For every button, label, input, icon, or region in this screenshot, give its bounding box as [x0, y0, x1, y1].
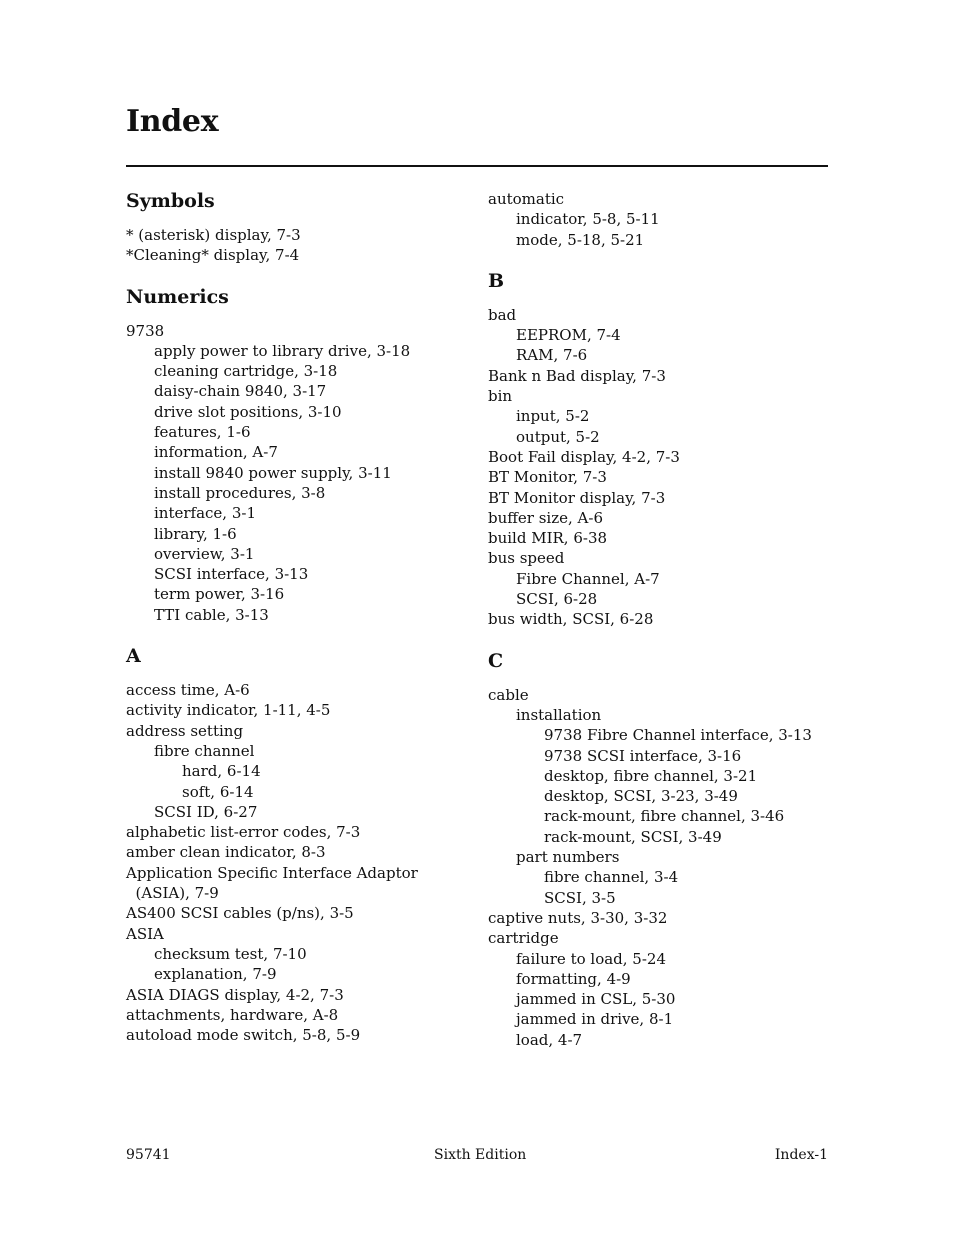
index-entry: buffer size, A-6 [488, 508, 603, 527]
index-section [126, 643, 456, 1045]
index-entry: address setting [126, 721, 244, 740]
index-subentry: indicator, 5-8, 5-11 [516, 210, 660, 229]
section-heading: Numerics [126, 285, 229, 308]
section-heading: Symbols [126, 190, 215, 212]
index-subentry: desktop, fibre channel, 3-21 [544, 766, 758, 785]
index-subentry: mode, 5-18, 5-21 [516, 230, 645, 249]
index-entry: * (asterisk) display, 7-3 [126, 226, 301, 244]
index-entry: ASIA [126, 924, 164, 943]
index-column-left [126, 188, 456, 1045]
index-subentry: desktop, SCSI, 3-23, 3-49 [544, 787, 738, 806]
index-entry: alphabetic list-error codes, 7-3 [126, 823, 361, 842]
index-entry: *Cleaning* display, 7-4 [126, 246, 300, 265]
index-subentry: fibre channel [154, 741, 255, 760]
index-subentry: jammed in drive, 8-1 [516, 1010, 674, 1029]
index-subentry: jammed in CSL, 5-30 [516, 990, 676, 1009]
index-subentry: 9738 SCSI interface, 3-16 [544, 746, 742, 765]
index-entry: cartridge [488, 929, 559, 948]
index-entry: build MIR, 6-38 [488, 529, 608, 548]
index-subentry: installation [516, 705, 602, 724]
index-entry: ASIA DIAGS display, 4-2, 7-3 [126, 985, 344, 1004]
index-subentry: checksum test, 7-10 [154, 944, 307, 963]
index-entry: BT Monitor, 7-3 [488, 468, 607, 487]
section-heading: A [126, 645, 141, 668]
index-subentry: install 9840 power supply, 3-11 [154, 463, 392, 482]
index-entry: cable [488, 685, 529, 704]
index-entry: autoload mode switch, 5-8, 5-9 [126, 1026, 361, 1045]
index-subentry: fibre channel, 3-4 [544, 868, 679, 887]
index-entry: captive nuts, 3-30, 3-32 [488, 908, 668, 927]
index-subentry: daisy-chain 9840, 3-17 [154, 382, 327, 401]
index-subentry: failure to load, 5-24 [516, 949, 666, 968]
index-entry: automatic [488, 190, 565, 208]
index-subentry: part numbers [516, 848, 620, 867]
page-title: Index [126, 104, 219, 139]
index-subentry: overview, 3-1 [154, 544, 255, 563]
index-subentry: input, 5-2 [516, 407, 590, 426]
index-subentry: apply power to library drive, 3-18 [154, 341, 411, 360]
index-subentry: library, 1-6 [154, 524, 237, 543]
index-subentry: explanation, 7-9 [154, 965, 277, 984]
index-subentry: formatting, 4-9 [516, 969, 631, 988]
index-section [126, 188, 456, 266]
index-subentry: information, A-7 [154, 443, 278, 462]
title-rule [126, 165, 828, 167]
footer-edition: Sixth Edition [434, 1147, 527, 1163]
index-subentry: term power, 3-16 [154, 585, 285, 604]
index-entry: bin [488, 387, 513, 406]
index-entry: bus speed [488, 549, 565, 568]
index-entry: amber clean indicator, 8-3 [126, 843, 326, 862]
index-subentry: install procedures, 3-8 [154, 483, 326, 502]
index-section [488, 268, 818, 630]
index-entry: bus width, SCSI, 6-28 [488, 610, 654, 629]
index-subentry: RAM, 7-6 [516, 346, 588, 365]
index-entry: Application Specific Interface Adaptor [126, 863, 418, 882]
section-heading: C [488, 649, 504, 672]
index-section [488, 189, 818, 250]
index-subentry: cleaning cartridge, 3-18 [154, 362, 338, 381]
index-entry: attachments, hardware, A-8 [126, 1005, 339, 1024]
index-subentry: TTI cable, 3-13 [154, 605, 269, 624]
index-subentry: Fibre Channel, A-7 [516, 569, 660, 588]
index-subentry: 9738 Fibre Channel interface, 3-13 [544, 726, 812, 745]
index-subentry: SCSI ID, 6-27 [154, 802, 258, 821]
section-heading: B [488, 269, 505, 292]
index-entry: access time, A-6 [126, 681, 250, 700]
index-entry: bad [488, 305, 517, 324]
index-subentry: hard, 6-14 [182, 762, 261, 781]
footer-document-number: 95741 [126, 1147, 171, 1163]
index-subentry: features, 1-6 [154, 423, 251, 442]
index-subentry: soft, 6-14 [182, 782, 254, 801]
index-subentry: drive slot positions, 3-10 [154, 402, 342, 421]
index-entry: Boot Fail display, 4-2, 7-3 [488, 447, 680, 466]
index-subentry: interface, 3-1 [154, 504, 256, 523]
index-entry: BT Monitor display, 7-3 [488, 488, 666, 507]
footer-page-number: Index-1 [774, 1147, 828, 1163]
index-entry: Bank n Bad display, 7-3 [488, 366, 666, 385]
index-subentry: SCSI, 6-28 [516, 590, 598, 609]
index-entry: 9738 [126, 321, 165, 340]
index-section [488, 648, 818, 1050]
index-subentry: SCSI interface, 3-13 [154, 565, 309, 584]
index-entry: (ASIA), 7-9 [126, 884, 219, 903]
index-section [126, 284, 456, 625]
index-subentry: EEPROM, 7-4 [516, 326, 621, 345]
index-entry: AS400 SCSI cables (p/ns), 3-5 [126, 904, 354, 923]
index-subentry: output, 5-2 [516, 427, 600, 446]
index-entry: activity indicator, 1-11, 4-5 [126, 701, 331, 720]
index-subentry: SCSI, 3-5 [544, 888, 616, 907]
index-subentry: rack-mount, SCSI, 3-49 [544, 827, 722, 846]
index-column-right [488, 189, 818, 1050]
index-subentry: rack-mount, fibre channel, 3-46 [544, 807, 785, 826]
index-subentry: load, 4-7 [516, 1030, 583, 1049]
